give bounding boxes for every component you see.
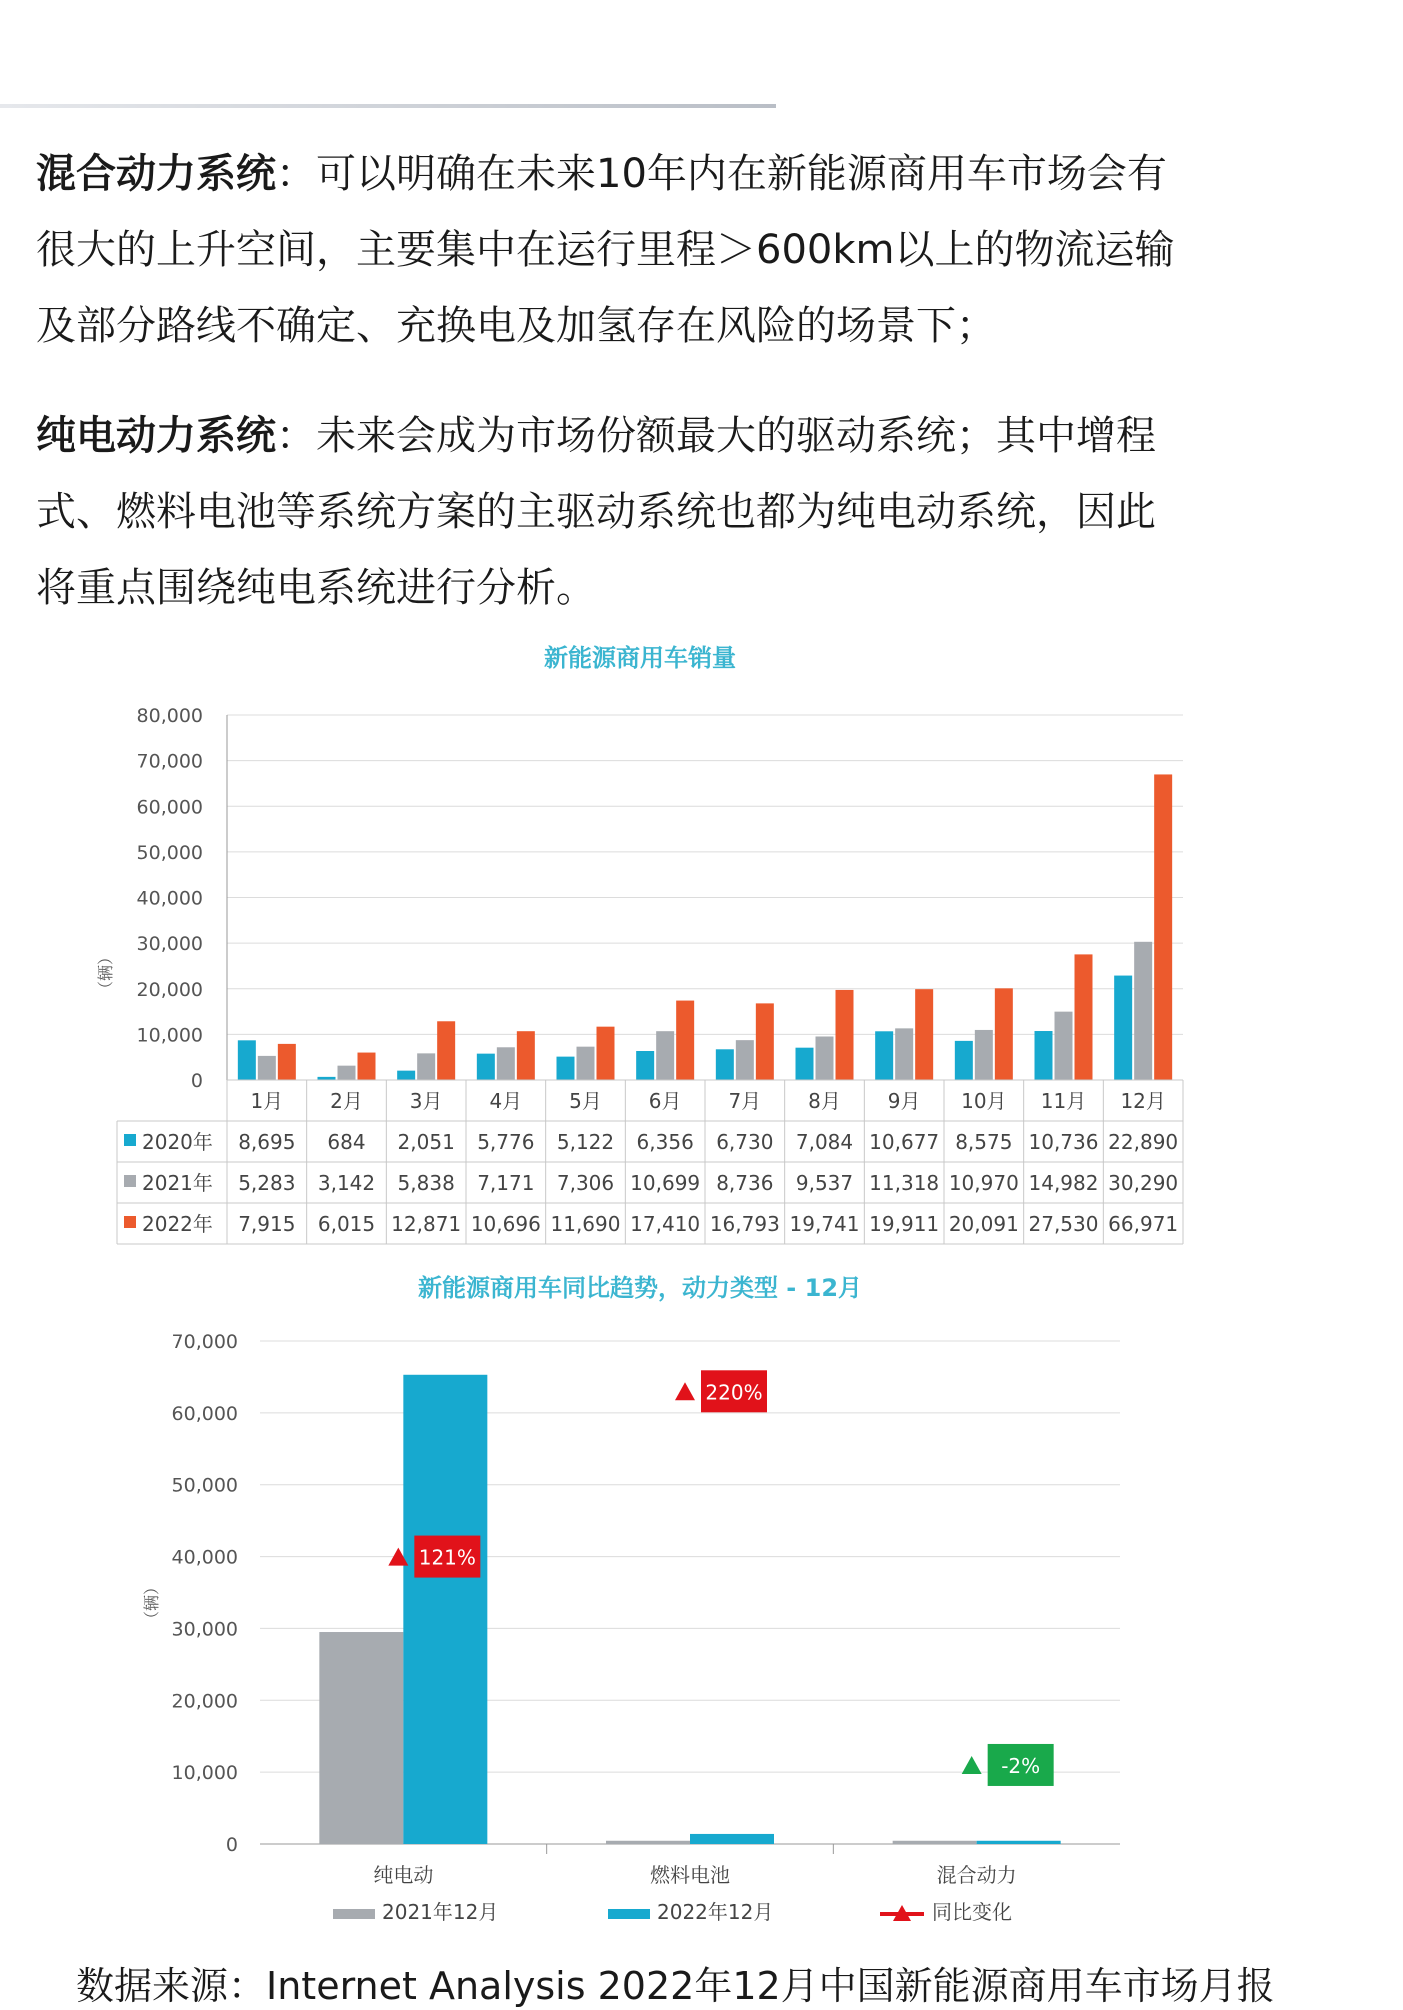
x-category-label: 纯电动	[373, 1863, 434, 1887]
yoy-marker	[962, 1756, 982, 1774]
bar	[517, 1031, 535, 1080]
bar	[497, 1047, 515, 1080]
bar	[417, 1053, 435, 1080]
x-category-label: 11月	[1040, 1089, 1087, 1113]
bar	[656, 1031, 674, 1080]
table-cell: 7,084	[795, 1130, 854, 1154]
top-divider	[0, 104, 776, 108]
bar	[836, 990, 854, 1080]
legend-swatch	[124, 1175, 136, 1187]
table-cell: 10,677	[869, 1130, 940, 1154]
x-category-label: 12月	[1120, 1089, 1166, 1113]
table-cell: 10,699	[630, 1171, 701, 1195]
paragraph-heading: 纯电动力系统	[36, 413, 276, 459]
table-cell: 66,971	[1108, 1212, 1179, 1236]
y-tick-label: 20,000	[136, 978, 203, 1001]
table-cell: 6,015	[317, 1212, 376, 1236]
yoy-label: -2%	[1001, 1753, 1041, 1778]
legend-swatch	[333, 1909, 375, 1919]
table-cell: 7,915	[238, 1212, 296, 1236]
x-category-label: 6月	[648, 1089, 682, 1113]
x-category-label: 7月	[728, 1089, 762, 1113]
x-category-label: 燃料电池	[650, 1863, 730, 1887]
bar	[716, 1049, 734, 1080]
table-cell: 7,171	[477, 1171, 535, 1195]
table-cell: 10,736	[1028, 1130, 1099, 1154]
y-tick-label: 10,000	[136, 1024, 203, 1047]
bar	[278, 1044, 296, 1080]
bar	[557, 1057, 575, 1080]
x-category-label: 4月	[489, 1089, 523, 1113]
bar	[816, 1036, 834, 1080]
table-cell: 17,410	[630, 1212, 701, 1236]
chart-title: 新能源商用车同比趋势，动力类型 - 12月	[417, 1274, 863, 1302]
legend-label: 2022年	[142, 1212, 213, 1236]
table-cell: 3,142	[317, 1171, 376, 1195]
legend-label: 2020年	[142, 1130, 213, 1154]
x-category-label: 1月	[250, 1089, 284, 1113]
y-tick-label: 50,000	[171, 1474, 238, 1497]
table-cell: 6,356	[636, 1130, 694, 1154]
bar	[1134, 942, 1152, 1080]
bar	[358, 1053, 376, 1080]
bar	[577, 1047, 595, 1080]
bar	[676, 1001, 694, 1080]
table-cell: 5,283	[238, 1171, 296, 1195]
y-axis-label: （辆）	[142, 1578, 161, 1628]
bar	[238, 1040, 256, 1080]
y-tick-label: 70,000	[171, 1331, 238, 1353]
yoy-label: 121%	[418, 1545, 476, 1570]
bar	[319, 1632, 403, 1844]
monthly-sales-chart	[0, 630, 1403, 1250]
bar	[955, 1041, 973, 1080]
y-tick-label: 30,000	[171, 1618, 238, 1641]
legend-label: 2021年12月	[382, 1900, 499, 1924]
table-cell: 5,838	[397, 1171, 455, 1195]
table-cell: 2,051	[397, 1130, 455, 1154]
x-category-label: 10月	[961, 1089, 1007, 1113]
table-cell: 8,695	[238, 1130, 296, 1154]
y-tick-label: 50,000	[136, 841, 203, 864]
chart-title: 新能源商用车销量	[544, 644, 736, 672]
table-cell: 8,575	[955, 1130, 1013, 1154]
bar	[895, 1028, 913, 1080]
bar	[397, 1071, 415, 1080]
table-cell: 19,911	[869, 1212, 940, 1236]
data-source-note: 数据来源：Internet Analysis 2022年12月中国新能源商用车市场月报	[76, 1964, 1275, 2008]
legend-swatch	[124, 1134, 136, 1146]
bar	[437, 1021, 455, 1080]
table-cell: 16,793	[709, 1212, 780, 1236]
bar	[975, 1030, 993, 1080]
yoy-label: 220%	[705, 1380, 763, 1405]
bar	[690, 1834, 774, 1844]
table-cell: 6,730	[716, 1130, 774, 1154]
legend-label: 2021年	[142, 1171, 213, 1195]
bar	[1154, 774, 1172, 1080]
bar	[1075, 954, 1093, 1080]
bar	[796, 1048, 814, 1080]
table-cell: 684	[327, 1130, 366, 1154]
table-cell: 7,306	[556, 1171, 615, 1195]
paragraph-hybrid: 混合动力系统：可以明确在未来10年内在新能源商用车市场会有 很大的上升空间，主要集中在运行里程＞600km以上的物流运输 及部分路线不确定、充换电及加氢存在风险的场景下；	[36, 151, 1175, 349]
table-cell: 30,290	[1108, 1171, 1179, 1195]
paragraph-electric: 纯电动力系统：未来会成为市场份额最大的驱动系统；其中增程 式、燃料电池等系统方案的主驱动系统也都为纯电动系统，因此 将重点围绕纯电系统进行分析。	[36, 413, 1156, 611]
y-tick-label: 70,000	[136, 750, 203, 773]
y-tick-label: 80,000	[136, 705, 203, 727]
table-cell: 27,530	[1028, 1212, 1099, 1236]
table-cell: 10,970	[948, 1171, 1019, 1195]
bar	[338, 1066, 356, 1080]
bar	[756, 1003, 774, 1080]
x-category-label: 3月	[409, 1089, 443, 1113]
x-category-label: 8月	[808, 1089, 841, 1113]
bar	[915, 989, 933, 1080]
table-cell: 20,091	[948, 1212, 1019, 1236]
yoy-marker	[675, 1382, 695, 1400]
bar	[977, 1841, 1061, 1844]
y-tick-label: 60,000	[136, 796, 203, 819]
bar	[1114, 976, 1132, 1080]
x-category-label: 2月	[330, 1089, 363, 1113]
y-tick-label: 20,000	[171, 1690, 238, 1713]
bar	[597, 1027, 615, 1080]
y-tick-label: 40,000	[136, 887, 203, 910]
bar	[636, 1051, 654, 1080]
table-cell: 5,776	[477, 1130, 535, 1154]
yoy-trend-chart	[0, 1258, 1403, 1948]
y-tick-label: 30,000	[136, 933, 203, 956]
legend-swatch	[124, 1216, 136, 1228]
y-tick-label: 10,000	[171, 1762, 238, 1785]
y-tick-label: 40,000	[171, 1546, 238, 1569]
y-tick-label: 60,000	[171, 1402, 238, 1425]
bar	[995, 988, 1013, 1080]
table-cell: 9,537	[795, 1171, 854, 1195]
x-category-label: 混合动力	[936, 1863, 1017, 1887]
table-cell: 14,982	[1028, 1171, 1099, 1195]
bar	[736, 1040, 754, 1080]
bar	[403, 1375, 487, 1844]
bar	[606, 1841, 690, 1844]
table-cell: 5,122	[556, 1130, 615, 1154]
table-cell: 8,736	[716, 1171, 774, 1195]
table-cell: 11,318	[869, 1171, 940, 1195]
legend-label: 2022年12月	[657, 1900, 774, 1924]
table-cell: 12,871	[391, 1212, 462, 1236]
legend-swatch	[608, 1909, 650, 1919]
bar	[1035, 1031, 1053, 1080]
y-tick-label: 0	[190, 1070, 203, 1092]
bar	[893, 1841, 977, 1844]
table-cell: 22,890	[1108, 1130, 1179, 1154]
bar	[477, 1054, 495, 1080]
bar	[258, 1056, 276, 1080]
table-cell: 10,696	[470, 1212, 541, 1236]
y-axis-label: （辆）	[96, 948, 115, 998]
paragraph-heading: 混合动力系统	[36, 151, 276, 197]
table-cell: 19,741	[789, 1212, 860, 1236]
bar	[875, 1031, 893, 1080]
legend-label: 同比变化	[932, 1900, 1012, 1924]
y-tick-label: 0	[225, 1834, 238, 1856]
x-category-label: 5月	[569, 1089, 602, 1113]
x-category-label: 9月	[887, 1089, 921, 1113]
table-cell: 11,690	[550, 1212, 621, 1236]
bar	[1055, 1012, 1073, 1080]
